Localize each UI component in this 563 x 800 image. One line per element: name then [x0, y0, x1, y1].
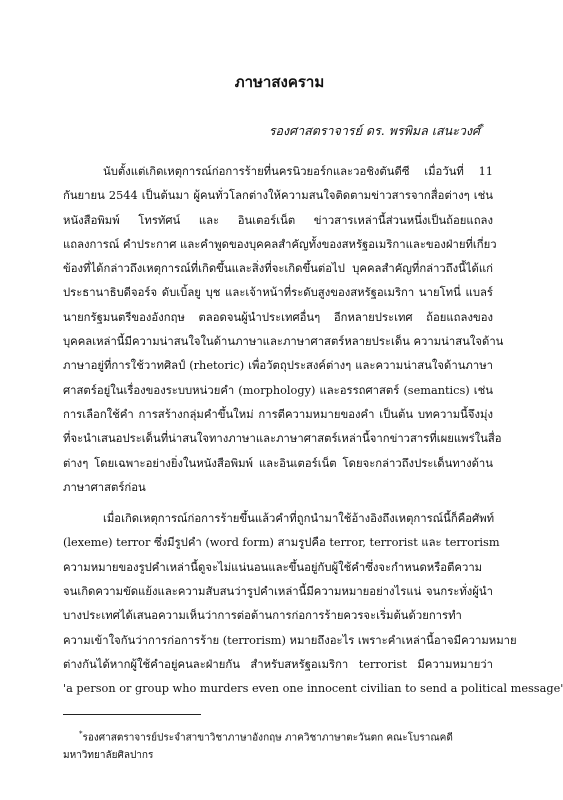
text-line: เมื่อเกิดเหตุการณ์ก่อการร้ายขึ้นแล้วคำที่ถูกนำมาใช้อ้างอิงถึงเหตุการณ์นี้ก็คือศัพท์: [103, 512, 495, 526]
text-line: นายกรัฐมนตรีของอังกฤษ ตลอดจนผู้นำประเทศอื่นๆ อีกหลายประเทศ ถ้อยแถลงของ: [63, 310, 493, 324]
text-line: ความหมายของรูปคำเหล่านี้ดูจะไม่แน่นอนและขึ้นอยู่กับผู้ใช้คำซึ่งจะกำหนดหรือตีความ: [63, 560, 483, 574]
text-line: การเลือกใช้คำ การสร้างกลุ่มคำขึ้นใหม่ การตีความหมายของคำ เป็นต้น บทความนี้จึงมุ่ง: [63, 407, 493, 421]
page-title: ภาษาสงคราม: [234, 73, 325, 91]
text-line: ศาสตร์อยู่ในเรื่องของระบบหน่วยคำ (morphology) และอรรถศาสตร์ (semantics) เช่น: [63, 383, 493, 397]
text-line: ที่จะนำเสนอประเด็นที่น่าสนใจทางภาษาและภาษาศาสตร์เหล่านี้จากข่าวสารที่เผยแพร่ในสื่อ: [63, 432, 502, 446]
footnote-separator: [63, 714, 201, 715]
text-line: แถลงการณ์ คำประกาศ และคำพูดของบุคคลสำคัญทั้งของสหรัฐอเมริกาและของฝ่ายที่เกี่ยว: [63, 237, 497, 251]
text-line: ภาษาศาสตร์ก่อน: [63, 480, 146, 494]
text-line: (lexeme) terror ซึ่งมีรูปคำ (word form) สามรูปคือ terror, terrorist และ terrorism: [63, 536, 500, 550]
footnote-line: มหาวิทยาลัยศิลปากร: [63, 750, 154, 761]
text-line: นับตั้งแต่เกิดเหตุการณ์ก่อการร้ายที่นครนิวยอร์กและวอชิงตันดีซี เมื่อวันที่ 11: [103, 165, 493, 178]
paragraph-1: [63, 160, 504, 500]
text-line: ประธานาธิบดีจอร์จ ดับเบิ้ลยู บุช และเจ้าหน้าที่ระดับสูงของสหรัฐอเมริกา นายโทนี่ แบลร์: [63, 286, 493, 300]
footnote-line: [63, 724, 493, 745]
author-line: [269, 121, 484, 141]
text-line: ภาษาอยู่ที่การใช้วาทศิลป์ (rhetoric) เพื่อวัตถุประสงค์ต่างๆ และความน่าสนใจด้านภาษา: [63, 359, 493, 373]
text-line: ต่างๆ โดยเฉพาะอย่างยิ่งในหนังสือพิมพ์ และอินเตอร์เน็ต โดยจะกล่าวถึงประเด็นทางด้าน: [63, 456, 493, 470]
text-line: จนเกิดความขัดแย้งและความสับสนว่ารูปคำเหล่านี้มีความหมายอย่างไรแน่ จนกระทั่งผู้นำ: [63, 585, 493, 599]
text-line: ข้องที่ได้กล่าวถึงเหตุการณ์ที่เกิดขึ้นและสิ่งที่จะเกิดขึ้นต่อไป บุคคลสำคัญที่กล่าวถึงนี้ได้แก่: [63, 262, 493, 276]
body-text: [63, 160, 563, 702]
footnote: [63, 724, 493, 766]
footnote-text: รองศาสตราจารย์ประจำสาขาวิชาภาษาอังกฤษ ภาควิชาภาษาตะวันตก คณะโบราณคดี: [82, 732, 453, 744]
text-line: 'a person or group who murders even one innocent civilian to send a political message': [63, 682, 563, 696]
author-name: รองศาสตราจารย์ ดร. พรพิมล เสนะวงศ์: [268, 123, 480, 138]
text-line: กันยายน 2544 เป็นต้นมา ผู้คนทั่วโลกต่างให้ความสนใจติดตามข่าวสารจากสื่อต่างๆ เช่น: [63, 189, 493, 203]
text-line: บางประเทศได้เสนอความเห็นว่าการต่อต้านการก่อการร้ายควรจะเริ่มต้นด้วยการทำ: [63, 609, 462, 623]
author-footnote-marker: *: [480, 122, 484, 132]
text-line: ต่างกันได้หากผู้ใช้คำอยู่คนละฝ่ายกัน สำหรับสหรัฐอเมริกา terrorist มีความหมายว่า: [63, 657, 493, 671]
footnote-marker: *: [79, 730, 83, 738]
text-line: หนังสือพิมพ์ โทรทัศน์ และ อินเตอร์เน็ต ข่าวสารเหล่านี้ส่วนหนึ่งเป็นถ้อยแถลง: [63, 213, 493, 227]
text-line: บุคคลเหล่านี้มีความน่าสนใจในด้านภาษาและภาษาศาสตร์หลายประเด็น ความน่าสนใจด้าน: [63, 335, 504, 349]
text-line: ความเข้าใจกันว่าการก่อการร้าย (terrorism) หมายถึงอะไร เพราะคำเหล่านี้อาจมีความหมาย: [63, 633, 517, 647]
paragraph-2: [63, 507, 563, 701]
